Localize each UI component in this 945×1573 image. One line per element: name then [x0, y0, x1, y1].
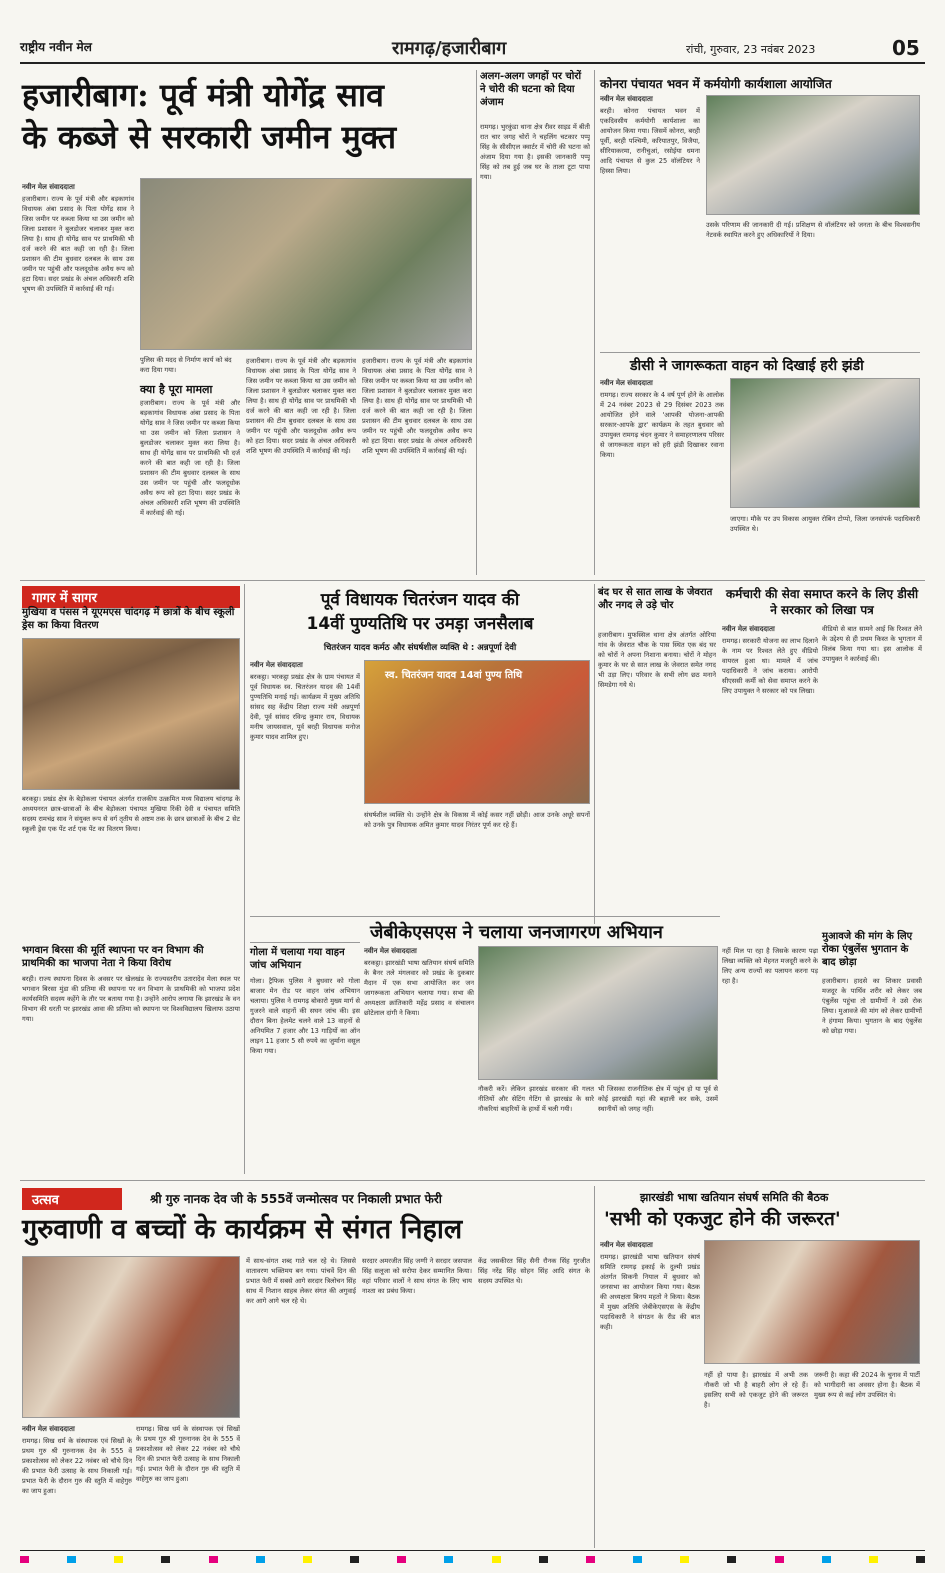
dc-flag-photo	[730, 378, 920, 508]
header-rule	[20, 62, 925, 64]
ambulance-body: हजारीबाग। हादसे का शिकार प्रवासी मजदूर के पार्थिव शरीर को लेकर जब एंबुलेंस पहुंचा तो ग्रामीणों ने उसे रोक लिया। मुआवजे की मांग को लेकर ग्रामीणों ने हंगामा किया। भुगतान के बाद एंबुलेंस को छोड़ा गया।	[822, 977, 922, 1035]
lead-body: हजारीबाग। राज्य के पूर्व मंत्री और बड़कागांव विधायक अंबा प्रसाद के पिता योगेंद्र साव ने जिस जमीन पर कब्जा किया था उस जमीन को जिला प्रशासन ने बुलडोजर चलाकर मुक्त करा लिया है। साथ ही योगेंद्र साव पर प्राथमिकी भी दर्ज करने की बात कही जा रही है। जिला प्रशासन की टीम बुधवार दलबल के साथ उस जमीन पर पहुंची और फलदूधोक अवैध रूप को हटा दिया। सदर प्रखंड के अंचल अधिकारी शशि भूषण की उपस्थिति में कार्रवाई की गई।	[22, 195, 134, 293]
karmchari-body	[722, 624, 818, 924]
lead-caption: पुलिस की मदद से निर्माण कार्य को बंद करा दिया गया।	[140, 356, 232, 374]
gola-body: गोला। ट्रैफिक पुलिस ने बुधवार को गोला बाजार मेन रोड पर वाहन जांच अभियान चलाया। पुलिस ने रामगढ़ बोकारो मुख्य मार्ग से गुजरने वाले वाहनों की सघन जांच की। इस दौरान बिना हेलमेट चलने वाले 13 वाहनों से अनियमित 7 हजार और 13 गाड़ियों का ऑन लाइन 11 हजार 5 सौ रुपये का जुर्माना वसूल किया गया।	[250, 977, 360, 1055]
guru-body-text: रामगढ़। सिख धर्म के संस्थापक एवं सिखों के प्रथम गुरु श्री गुरुनानक देव के 555 वें प्रकाशोत्सव को लेकर 22 नवंबर को चौथे दिन की प्रभात फेरी उत्साह के साथ निकाली गई। प्रभात फेरी के दौरान गुरु की स्तुति में वाहेगुरु का जाप हुआ।	[22, 1437, 132, 1495]
column-divider	[594, 1186, 595, 1548]
jbkss-byline: नवीन मेल संवाददाता	[364, 947, 417, 955]
birsa-body: बरही। राज्य स्थापना दिवस के अवसर पर खेलखंड के राज्यस्तरीय उतारादेव मेला स्थल पर भगवान बिरसा मुंडा की प्रतिमा की स्थापना पर वन विभाग के प्राथमिकी को भाजपा प्रदेश कार्यसमिति सदस्य कहेंगे के तौर पर बताया गया है। उन्होंने आरोप लगाया कि झारखंड के वन विभाग की धरती पर झारखंड आवा की प्रतिमा को स्थापना पर विश्वविद्यालय खिलाफ उठाया गया।	[22, 975, 240, 1023]
gagar-headline: मुखिया व पंसस ने यूएमएस चांदगढ़ में छात्रों के बीच स्कूली ड्रेस का किया वितरण	[22, 607, 235, 631]
guru-body-1b: रामगढ़। सिख धर्म के संस्थापक एवं सिखों के प्रथम गुरु श्री गुरुनानक देव के 555 वें प्रकाशोत्सव को लेकर 22 नवंबर को चौथे दिन की प्रभात फेरी उत्साह के साथ निकाली गई। प्रभात फेरी के दौरान गुरु की स्तुति में वाहेगुरु का जाप हुआ।	[136, 1425, 240, 1483]
gagar-tag: गागर में सागर	[22, 586, 240, 608]
column-divider	[594, 70, 595, 575]
dc-flag-headline: डीसी ने जागरूकता वाहन को दिखाई हरी झंडी	[630, 358, 864, 374]
column-divider	[476, 70, 477, 575]
ghar-headline: बंद घर से सात लाख के जेवरात और नगद ले उड़े चोर	[598, 587, 713, 611]
chitranjan-body	[250, 660, 360, 940]
meet-byline: नवीन मेल संवाददाता	[600, 1241, 653, 1249]
lead-body-column-2: हजारीबाग। राज्य के पूर्व मंत्री और बड़कागांव विधायक अंबा प्रसाद के पिता योगेंद्र साव ने जिस जमीन पर कब्जा किया था उस जमीन को जिला प्रशासन ने बुलडोजर चलाकर मुक्त करा लिया है। साथ ही योगेंद्र साव पर प्राथमिकी भी दर्ज करने की बात कही जा रही है। जिला प्रशासन की टीम बुधवार दलबल के साथ उस जमीन पर पहुंची और फलदूधोक अवैध रूप को हटा दिया। सदर प्रखंड के अंचल अधिकारी शशि भूषण की उपस्थिति में कार्रवाई की गई।	[140, 399, 240, 517]
guru-kicker: श्री गुरु नानक देव जी के 555वें जन्मोत्सव पर निकाली प्रभात फेरी	[150, 1192, 442, 1206]
jbkss-body-text: बरकट्ठा। झारखंडी भाषा खतियान संघर्ष समिति के बैनर तले मंगलवार को प्रखंड के दुकबार मैदान में एक सभा आयोजित कर जन जागरूकता अभियान चलाया गया। सभा की अध्यक्षता क्रांतिकारी महेंद्र प्रसाद व संचालन छोटेलाल दांगी ने किया।	[364, 959, 474, 1017]
lead-body-column-3: हजारीबाग। राज्य के पूर्व मंत्री और बड़कागांव विधायक अंबा प्रसाद के पिता योगेंद्र साव ने जिस जमीन पर कब्जा किया था उस जमीन को जिला प्रशासन ने बुलडोजर चलाकर मुक्त करा लिया है। साथ ही योगेंद्र साव पर प्राथमिकी भी दर्ज करने की बात कही जा रही है। जिला प्रशासन की टीम बुधवार दलबल के साथ उस जमीन पर पहुंची और फलदूधोक अवैध रूप को हटा दिया। सदर प्रखंड के अंचल अधिकारी शशि भूषण की उपस्थिति में कार्रवाई की गई।	[246, 357, 356, 455]
guru-body-3: सरदार अमरजीत सिंह जग्गी ने सरदार जसपाल सिंह सलूजा को सरोपा देकर सम्मानित किया। वहां परिवार वालों ने साथ संगत के लिए चाय नाश्ता का प्रबंध किया।	[362, 1257, 472, 1295]
lead-headline-line2: के कब्जे से सरकारी जमीन मुक्त	[22, 118, 397, 156]
birsa-headline: भगवान बिरसा की मूर्ति स्थापना पर वन विभाग की प्राथमिकी का भाजपा नेता ने किया विरोध	[22, 945, 204, 969]
chitranjan-body-text: बरकट्ठा। भरकट्ठा प्रखंड क्षेत्र के ग्राम पंचायत में पूर्व विधायक स्व. चितरंजन यादव की 14वीं पुण्यतिथि मनाई गई। कार्यक्रम में मुख्य अतिथि सांसद सह केंद्रीय शिक्षा राज्य मंत्री अन्नपूर्णा देवी, पूर्व सांसद रविन्द्र कुमार राय, विधायक मनीष जायसवाल, पूर्व बरही विधायक मनोज कुमार यादव शामिल हुए।	[250, 673, 360, 741]
workshop-body	[600, 94, 700, 350]
chitranjan-headline-line2: 14वीं पुण्यतिथि पर उमड़ा जनसैलाब	[306, 614, 534, 634]
section-divider	[20, 1180, 925, 1181]
workshop-byline: नवीन मेल संवाददाता	[600, 95, 653, 103]
meet-body-3: जरूरी है। कहा की 2024 के चुनाव में पार्टी को भागीदारी का अवसर होना है। बैठक में मुख्य रूप से कई लोग उपस्थित थे।	[814, 1371, 920, 1399]
jbkss-headline: जेबीकेएसएस ने चलाया जनजागरण अभियान	[370, 922, 663, 943]
ambulance-headline: मुआवजे की मांग के लिए रोका एंबुलेंस भुगतान के बाद छोड़ा	[822, 931, 913, 968]
chitranjan-body-2: संघर्षशील व्यक्ति थे। उन्होंने क्षेत्र के विकास में कोई कसर नहीं छोड़ी। आज उनके अधूरे सपनों को उनके पुत्र विधायक अमित कुमार यादव निरंतर पूर्ण कर रहे हैं।	[364, 811, 590, 829]
lead-byline: नवीन मेल संवाददाता	[22, 183, 75, 191]
guru-body-4: केंद्र जसकीरत सिंह सैनी रौनक सिंह गुरजीत सिंह नरेंद्र सिंह सोहन सिंह आदि संगत के सदस्य उपस्थित थे।	[478, 1257, 590, 1285]
dc-flag-body	[600, 378, 724, 576]
ghar-body: हजारीबाग। मुफस्सिल थाना क्षेत्र अंतर्गत ओरिया गांव के जेवरात चौक के पास स्थित एक बंद घर को चोरों ने अपना निशाना बनाया। चोरों ने मोहन कुमार के घर से सात लाख के जेवरात समेत नगद भी उड़ा लिए। परिवार के सभी लोग छठ मनाने सिमडेगा गये थे।	[598, 631, 716, 689]
jbkss-body-2: नौकरी करें। लेकिन झारखंड सरकार की गलत नीतियों और सेटिंग गेटिंग से झारखंड के सारे नौकरियां बाहरियों के हाथों में चली गयी।	[478, 1085, 594, 1113]
column-divider	[594, 584, 595, 924]
section-title: रामगढ़/हजारीबाग	[392, 38, 507, 59]
jbkss-body-3: भी जिसका राजनीतिक क्षेत्र में पहुंच हो या पूर्व से कोई झारखंडी यहां की बहाली कर सके, उसमें स्थानीयों को जगह नहीं।	[598, 1085, 718, 1113]
lead-subhead: क्या है पूरा मामला	[140, 383, 213, 396]
masthead-logo: राष्ट्रीय नवीन मेल	[20, 40, 92, 54]
lead-photo	[140, 178, 472, 350]
section-divider	[600, 352, 920, 353]
guru-body-2: में साथ-संगत शब्द गाते चल रहे थे। जिससे वातावरण भक्तिमय बन गया। पांचवें दिन की प्रभात फेरी में सबसे आगे सरदार त्रिलोचन सिंह साथ में निशान साहब लेकर संगत की अगुवाई कर आगे आगे चल रहे थे।	[246, 1257, 356, 1305]
guru-body	[22, 1424, 132, 1548]
gagar-photo	[22, 638, 240, 790]
karmchari-body-text: रामगढ़। सरकारी योजना का लाभ दिलाने के नाम पर रिश्वत लेते हुए वीडियो वायरल हुआ था। मामले में जांच पदाधिकारी ने जांच कराया। आरोपी सीएससी कर्मी को सेवा समाप्त करने के लिए उपायुक्त ने सरकार को पत्र लिखा।	[722, 637, 818, 695]
guru-tag: उत्सव	[22, 1188, 122, 1210]
lead-body-column	[22, 182, 134, 572]
workshop-headline: कोनरा पंचायत भवन में कर्मयोगी कार्यशाला आयोजित	[600, 77, 832, 91]
lead-headline-line1: हजारीबाग: पूर्व मंत्री योगेंद्र साव	[22, 76, 384, 114]
gola-headline: गोला में चलाया गया वाहन जांच अभियान	[250, 947, 345, 971]
footer-rule	[20, 1550, 925, 1551]
meet-body-2: नहीं हो पाया है। झारखंड में अभी तक नौकरी जो भी है बाहरी लोग ले रहे हैं। इसलिए सभी को एकजुट होने की जरूरत है।	[704, 1371, 808, 1409]
theft-body: रामगढ़। भुरकुंडा थाना क्षेत्र रीवर साइड में बीती रात चार जगह चोरों ने चहलिंग चटकार पप्पू सिंह के सीसीएल क्वार्टर में चोरी की घटना को अंजाम दिया गया है। इसकी जानकारी पप्पू सिंह को तब हुई जब घर के ताला टूटा पाया गया।	[480, 123, 590, 181]
chitranjan-byline: नवीन मेल संवाददाता	[250, 661, 303, 669]
jbkss-body	[364, 946, 474, 1174]
guru-headline: गुरुवाणी व बच्चों के कार्यक्रम से संगत निहाल	[22, 1214, 463, 1245]
meet-body	[600, 1240, 700, 1548]
page-number: 05	[892, 36, 920, 60]
chitranjan-headline	[250, 588, 590, 636]
workshop-body-2: उसके परिणाम की जानकारी दी गई। प्रशिक्षण से वॉलंटियर को जनता के बीच विश्वसनीय नेटवर्क स्थापित करने हुए अधिकारियों ने दिया।	[706, 221, 920, 239]
meet-headline: 'सभी को एकजुट होने की जरूरत'	[604, 1208, 841, 1230]
jbkss-photo	[478, 946, 718, 1080]
lead-body-column-4: हजारीबाग। राज्य के पूर्व मंत्री और बड़कागांव विधायक अंबा प्रसाद के पिता योगेंद्र साव ने जिस जमीन पर कब्जा किया था उस जमीन को जिला प्रशासन ने बुलडोजर चलाकर मुक्त करा लिया है। साथ ही योगेंद्र साव पर प्राथमिकी भी दर्ज करने की बात कही जा रही है। जिला प्रशासन की टीम बुधवार दलबल के साथ उस जमीन पर पहुंची और फलदूधोक अवैध रूप को हटा दिया। सदर प्रखंड के अंचल अधिकारी शशि भूषण की उपस्थिति में कार्रवाई की गई।	[362, 357, 472, 455]
meet-photo	[704, 1240, 920, 1364]
meet-body-text: रामगढ़। झारखंडी भाषा खतियान संघर्ष समिति रामगढ़ इकाई के दुल्मी प्रखंड अंतर्गत सिकनी नियाल में बुधवार को जनसभा का आयोजन किया गया। बैठक की अध्यक्षता बिनय महतो ने किया। बैठक में मुख्य अतिथि जेबीकेएसएस के केंद्रीय पदाधिकारी ने संगठन के रीड की बात कही।	[600, 1253, 700, 1331]
chitranjan-photo	[364, 660, 590, 804]
theft-headline: अलग-अलग जगहों पर चोरों ने चोरी की घटना को दिया अंजाम	[480, 71, 582, 108]
chitranjan-subhead: चितरंजन यादव कर्मठ और संघर्षशील व्यक्ति थे : अन्नपूर्णा देवी	[323, 643, 517, 653]
dc-flag-body-2: जाएगा। मौके पर उप विकास आयुक्त रोबिन टोप्पो, जिला जनसंपर्क पदाधिकारी उपस्थित थे।	[730, 515, 920, 533]
jbkss-body-4: नहीं मिल पा रहा है जिसके कारण पढ़ा लिखा व्यक्ति को मेहनत मजदूरी करने के लिए अन्य राज्यों का पलायन करना पड़ रहा है।	[722, 947, 818, 985]
chitranjan-banner-text: स्व. चितरंजन यादव 14वां पुण्य तिथि	[385, 670, 523, 681]
karmchari-headline: कर्मचारी की सेवा समाप्त करने के लिए डीसी ने सरकार को लिखा पत्र	[725, 587, 919, 617]
workshop-body-text: बरही। कोनरा पंचायत भवन में एकदिवसीय कर्मयोगी कार्यशाला का आयोजन किया गया। जिसमें कोनरा, बरही पूर्वी, बरही पश्चिमी, करियातपुर, विजैया, सीरियाकरमा, रानीचुआं, रसोईया धमना आदि पंचायत से कुल 25 वॉलंटियर ने हिस्सा लिया।	[600, 107, 700, 175]
gagar-body: बरकट्ठा। प्रखंड क्षेत्र के बेड़ोकला पंचायत अंतर्गत राजकीय उत्क्रमित मध्य विद्यालय चांदगढ़ के अध्ययनरत छात्र-छात्राओं के बीच बेड़ोकला पंचायत मुखिया रिंकी देवी व पंचायत समिति सदस्य रामचंद्र साव ने संयुक्त रूप से वर्ग तृतीय से अष्टम तक के छात्र छात्राओं के बीच 2 सेट स्कूली ड्रेस एक पेंट शर्ट एक पेंट का वितरण किया।	[22, 795, 240, 833]
section-divider	[250, 916, 720, 917]
print-color-bar	[20, 1556, 925, 1564]
chitranjan-headline-line1: पूर्व विधायक चितरंजन यादव की	[320, 590, 520, 610]
karmchari-body-2: वीडियो से बात सामने आई कि रिश्वत लेने के उद्देश्य से ही प्रथम किस्त के भुगतान में विलंब किया गया था। इस आलोक में उपायुक्त ने कार्रवाई की।	[822, 625, 922, 663]
section-divider	[20, 580, 925, 581]
dc-flag-byline: नवीन मेल संवाददाता	[600, 379, 653, 387]
guru-photo	[22, 1256, 240, 1418]
column-divider	[244, 584, 245, 1174]
lead-headline	[22, 74, 472, 158]
dc-flag-body-text: रामगढ़। राज्य सरकार के 4 वर्ष पूर्ण होने के आलोक में 24 नवंबर 2023 से 29 दिसंबर 2023 तक आयोजित होने वाले 'आपकी योजना-आपकी सरकार-आपके द्वार' कार्यक्रम के तहत बुधवार को उपायुक्त रामगढ़ चंदन कुमार ने समाहरणालय परिसर से जागरूकता वाहन को हरी झंडी दिखाकर रवाना किया।	[600, 391, 724, 459]
issue-date: रांची, गुरुवार, 23 नवंबर 2023	[686, 43, 816, 56]
karmchari-byline: नवीन मेल संवाददाता	[722, 625, 775, 633]
guru-byline: नवीन मेल संवाददाता	[22, 1425, 75, 1433]
workshop-photo	[706, 95, 920, 215]
meet-kicker: झारखंडी भाषा खतियान संघर्ष समिति की बैठक	[640, 1191, 829, 1204]
section-divider	[250, 942, 360, 943]
